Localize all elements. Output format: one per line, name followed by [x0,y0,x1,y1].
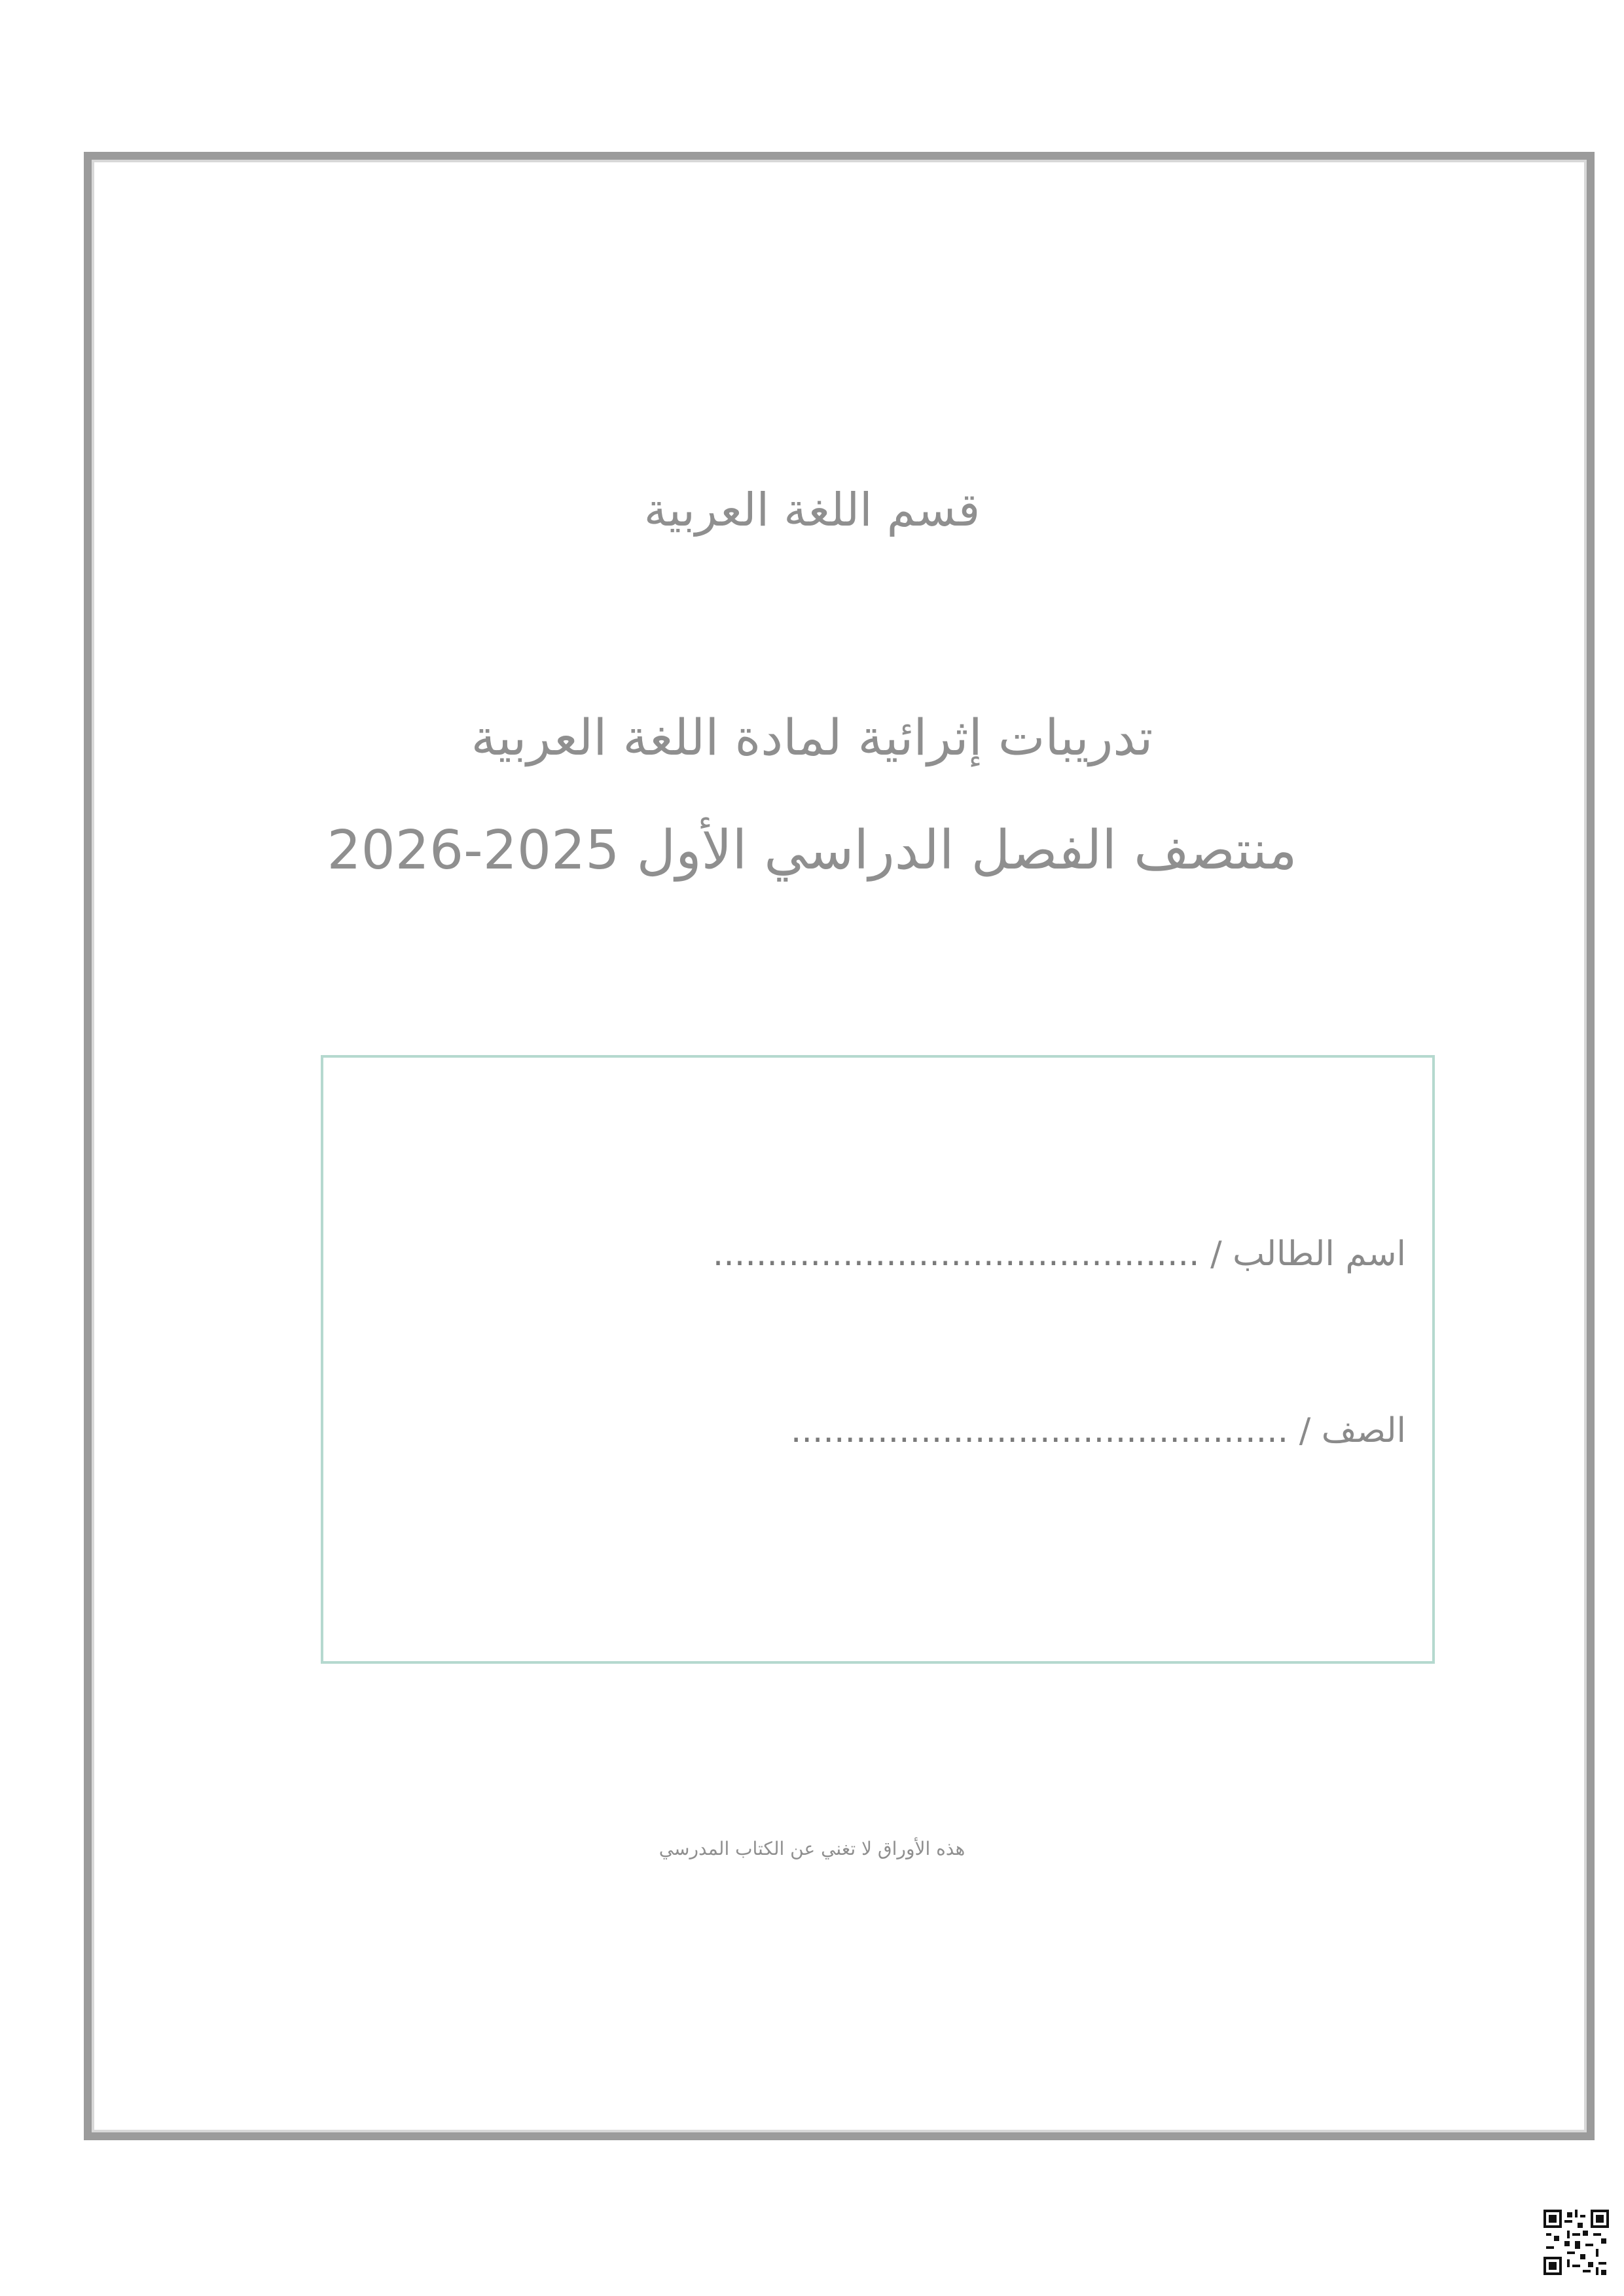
footer-note: هذه الأوراق لا تغني عن الكتاب المدرسي [659,1838,965,1859]
class-label: الصف / [1299,1411,1406,1450]
student-info-box [321,1055,1435,1664]
student-name-field[interactable] [713,1234,1406,1274]
student-name-label: اسم الطالب / [1210,1234,1406,1274]
class-blank[interactable]: .............................................. [790,1411,1289,1450]
worksheet-title: تدريبات إثرائية لمادة اللغة العربية [471,708,1153,766]
department-title: قسم اللغة العربية [643,483,981,537]
class-field[interactable] [791,1411,1406,1450]
term-title: منتصف الفصل الدراسي الأول 2025-2026 [327,819,1297,882]
qr-code-icon [1543,2210,1609,2275]
student-name-blank[interactable]: ............................................. [712,1234,1200,1274]
